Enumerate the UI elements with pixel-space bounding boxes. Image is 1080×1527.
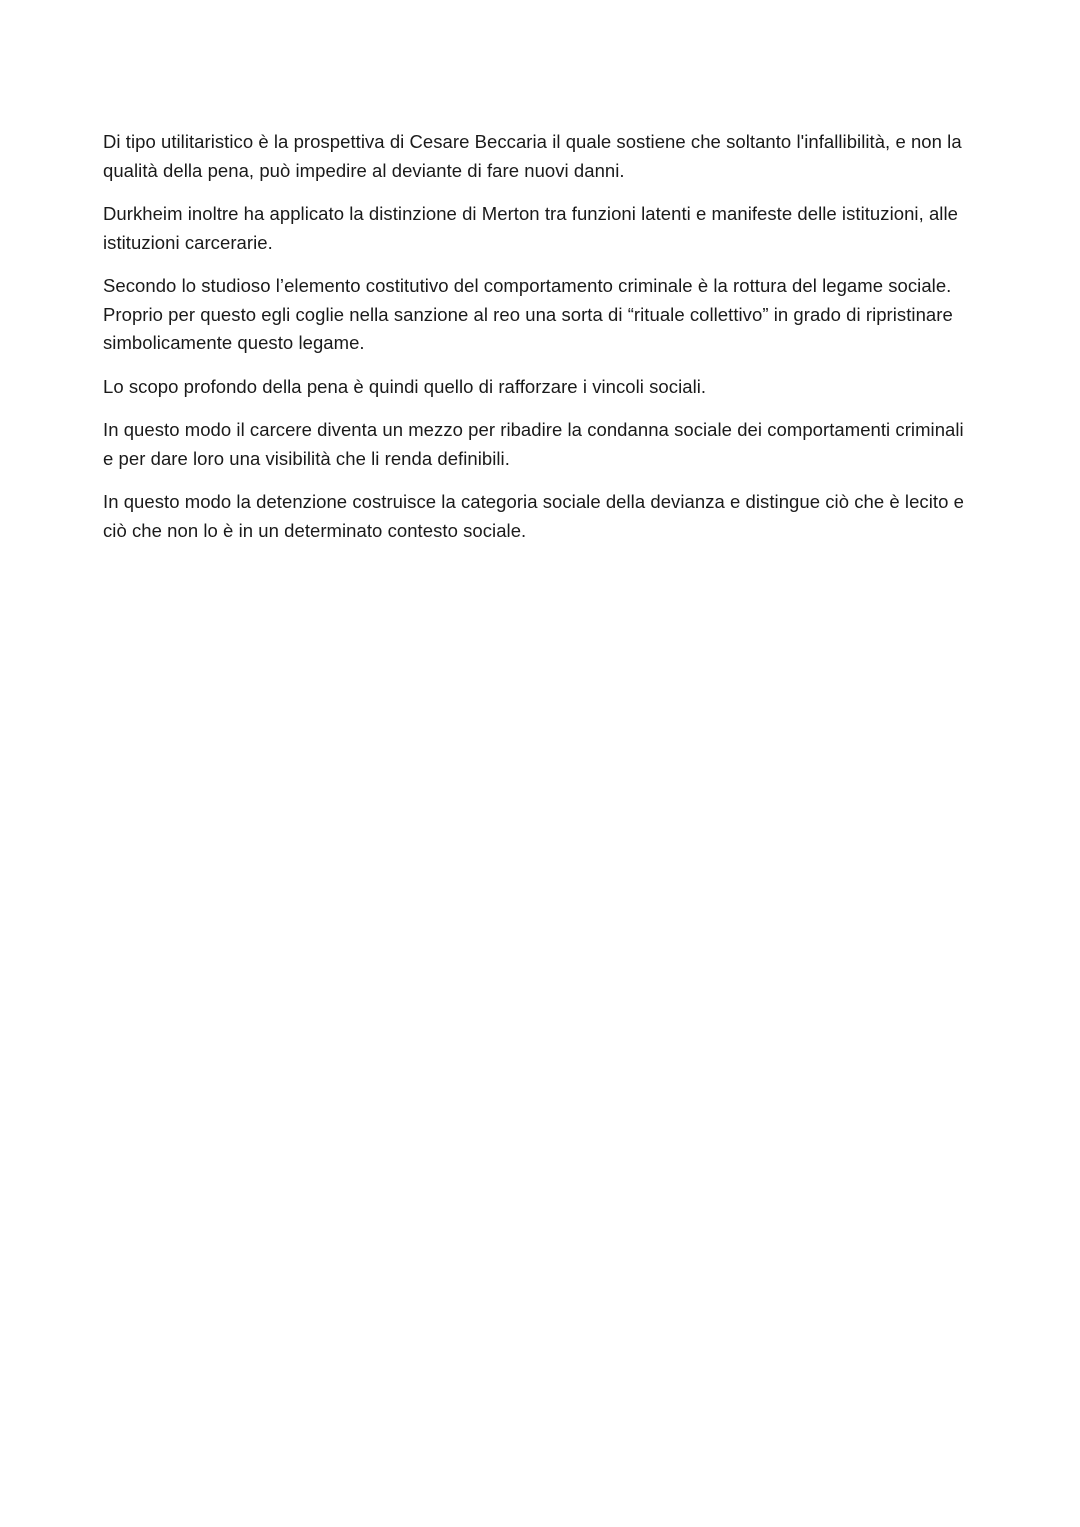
paragraph-beccaria: Di tipo utilitaristico è la prospettiva di Cesare Beccaria il quale sostiene che soltanto l'infallibilità, e non la qualità della pena, può impedire al deviante di fare nuovi danni. bbox=[103, 131, 962, 181]
paragraph-carcere: In questo modo il carcere diventa un mezzo per ribadire la condanna sociale dei comportamenti criminali e per dare loro una visibilità che li renda definibili. bbox=[103, 419, 964, 469]
paragraph-legame-sociale: Secondo lo studioso l’elemento costitutivo del comportamento criminale è la rottura del legame sociale. Proprio per questo egli coglie nella sanzione al reo una sorta di “rituale collettivo” in grado di ripristinare simbolicamente questo legame. bbox=[103, 275, 953, 353]
document-body bbox=[103, 128, 978, 560]
paragraph-scopo-pena: Lo scopo profondo della pena è quindi quello di rafforzare i vincoli sociali. bbox=[103, 375, 707, 397]
paragraph-detenzione: In questo modo la detenzione costruisce la categoria sociale della devianza e distingue ciò che è lecito e ciò che non lo è in un determinato contesto sociale. bbox=[103, 491, 964, 541]
paragraph-durkheim-merton: Durkheim inoltre ha applicato la distinzione di Merton tra funzioni latenti e manifeste delle istituzioni, alle istituzioni carcerarie. bbox=[103, 203, 958, 253]
